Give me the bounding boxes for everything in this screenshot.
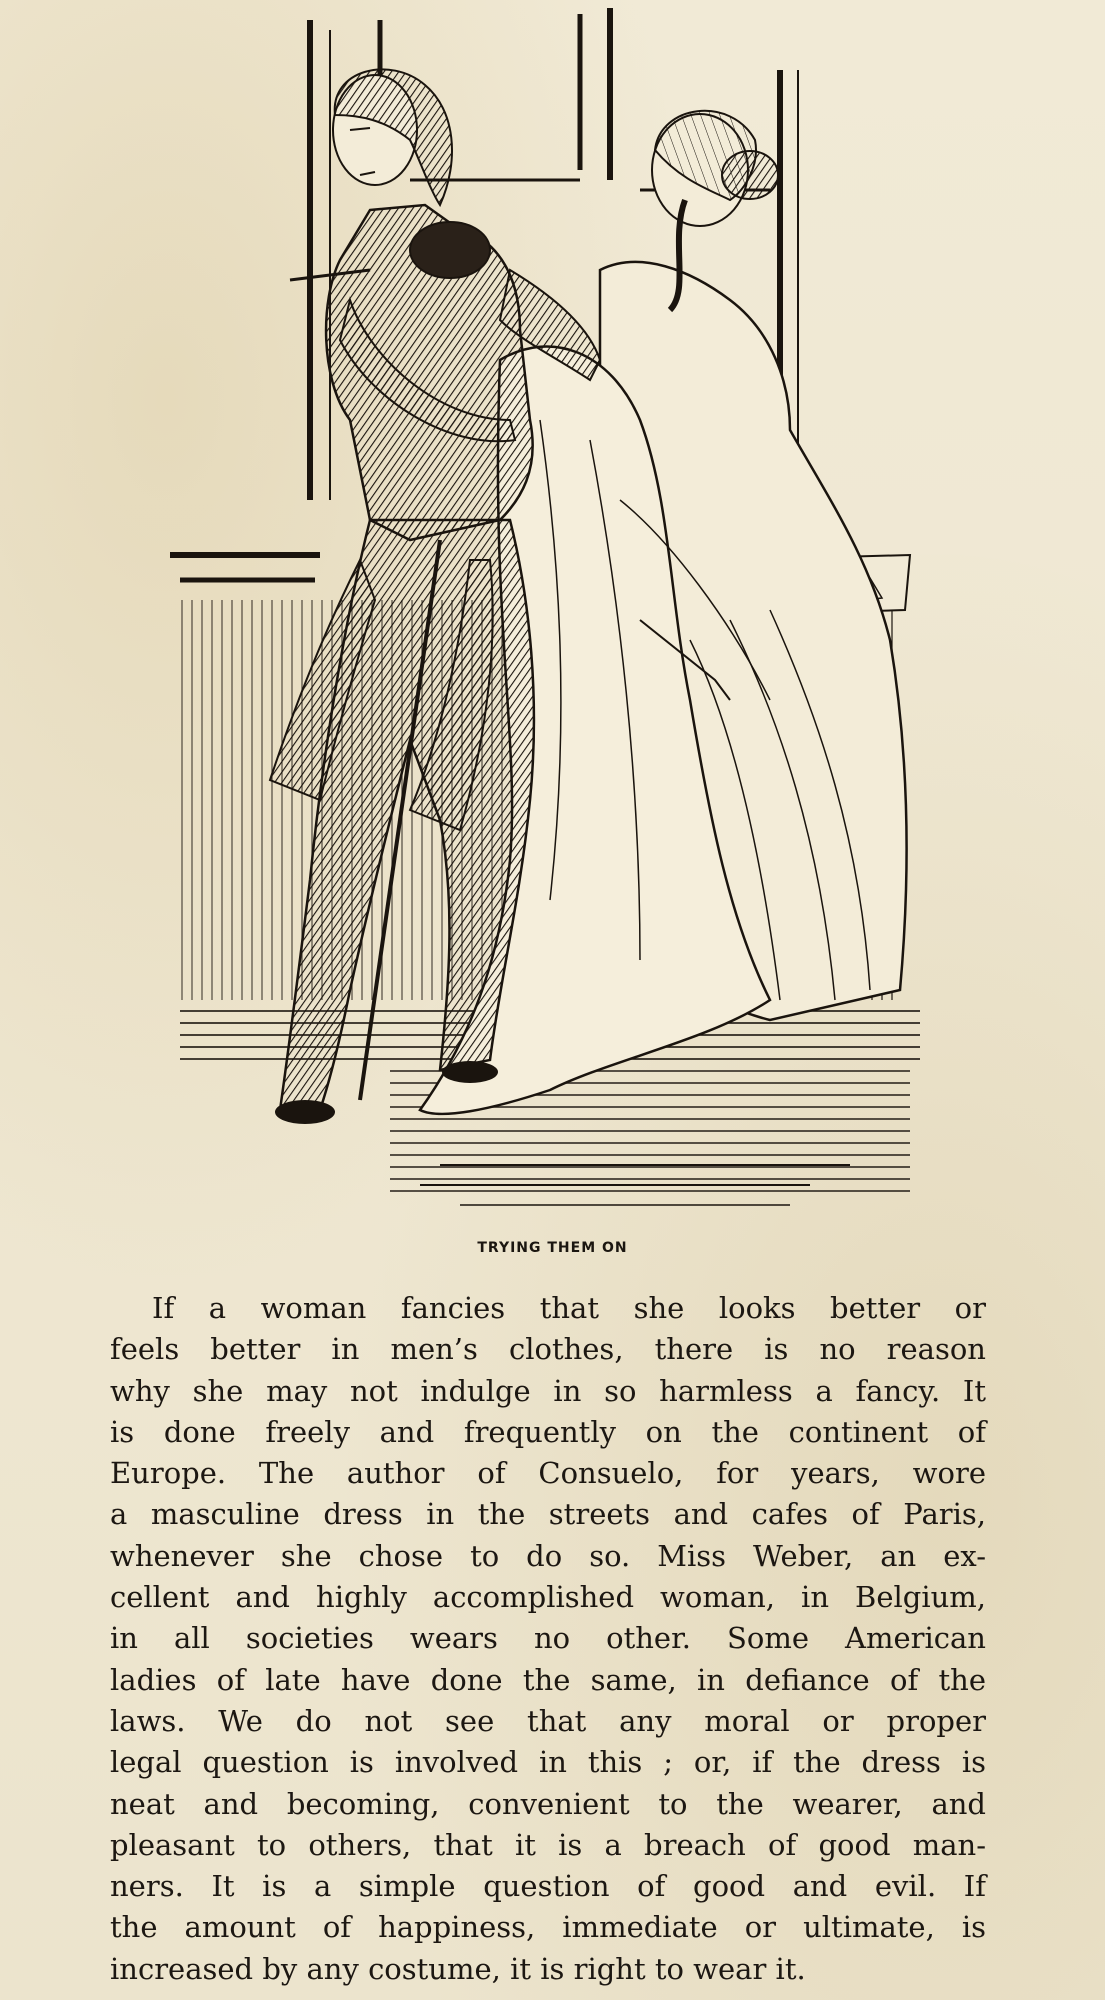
paragraph-line: neat and becoming, convenient to the wearer, and <box>110 1786 986 1821</box>
paragraph-line: in all societies wears no other. Some American <box>110 1621 986 1656</box>
paragraph-line: legal question is involved in this ; or, if the dress is <box>110 1745 986 1780</box>
body-paragraph <box>110 1288 986 1990</box>
paragraph-line: why she may not indulge in so harmless a fancy. It <box>110 1373 986 1408</box>
figure-caption: TRYING THEM ON <box>477 1240 628 1256</box>
paragraph-line: is done freely and frequently on the continent of <box>110 1414 986 1449</box>
paragraph-line: increased by any costume, it is right to wear it. <box>110 1951 806 1986</box>
paragraph-line: pleasant to others, that it is a breach of good man- <box>110 1827 986 1862</box>
paragraph-line: ners. It is a simple question of good and evil. If <box>110 1869 986 1904</box>
paragraph-line: ladies of late have done the same, in defiance of the <box>110 1662 986 1697</box>
paragraph-line: laws. We do not see that any moral or proper <box>110 1703 986 1738</box>
paragraph-line: feels better in men’s clothes, there is no reason <box>110 1332 986 1367</box>
engraving-illustration <box>170 0 930 1220</box>
paragraph-line: a masculine dress in the streets and cafes of Paris, <box>110 1497 986 1532</box>
paragraph-line: Europe. The author of Consuelo, for years, wore <box>110 1456 986 1491</box>
paragraph-line: the amount of happiness, immediate or ultimate, is <box>110 1910 986 1945</box>
paragraph-line: If a woman fancies that she looks better or <box>152 1291 986 1325</box>
paragraph-line: whenever she chose to do so. Miss Weber, an ex- <box>110 1538 986 1573</box>
paragraph-line: cellent and highly accomplished woman, in Belgium, <box>110 1580 986 1615</box>
